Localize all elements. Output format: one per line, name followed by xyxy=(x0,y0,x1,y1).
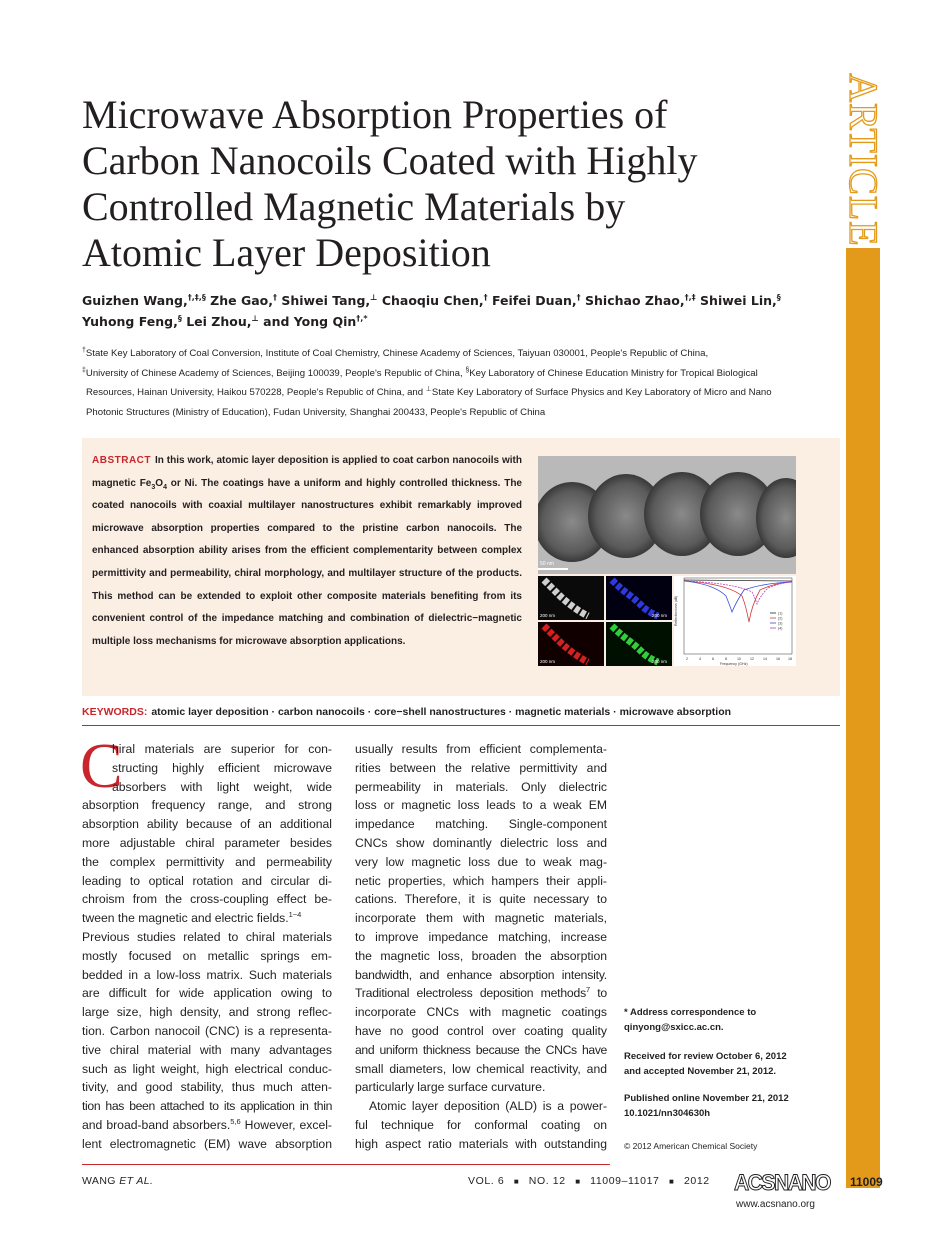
keywords-text: atomic layer deposition · carbon nanocoils · core−shell nanostructures · magnetic materials · microwave absorption xyxy=(151,706,732,718)
body-line: incorporate CNCs with magnetic coatings xyxy=(355,1005,607,1020)
footer-citation xyxy=(468,1175,710,1187)
body-line: bandwidth, and enhance absorption intensity. xyxy=(355,967,607,982)
body-line: tivity, and good stability, thus much atten- xyxy=(82,1080,332,1095)
body-line: to improve impedance matching, increase xyxy=(355,929,607,944)
body-line: and uniform thickness because the CNCs have xyxy=(355,1042,607,1057)
copyright-note: © 2012 American Chemical Society xyxy=(624,1141,758,1151)
body-line: CNCs show dominantly dielectric loss and xyxy=(355,835,607,850)
body-line: have no good control over coating quality xyxy=(355,1023,607,1038)
x-tick-label: 18 xyxy=(788,657,792,661)
citation: 1−4 xyxy=(288,910,302,920)
x-tick-label: 12 xyxy=(750,657,754,661)
x-tick-label: 16 xyxy=(776,657,780,661)
correspondence-line: * Address correspondence to xyxy=(624,1007,757,1018)
x-tick-label: 14 xyxy=(763,657,767,661)
scale-label: 200 nm xyxy=(540,613,556,618)
author-affil-mark: § xyxy=(776,292,781,302)
author-affil-mark: † xyxy=(576,292,581,302)
affil-mark: ‡ xyxy=(82,366,86,374)
body-line: rities between the relative permittivity and xyxy=(355,760,607,775)
correspondence-note xyxy=(624,1005,756,1035)
published-line: Published online November 21, 2012 xyxy=(624,1093,789,1104)
scale-label: 200 nm xyxy=(652,613,668,618)
legend-label: (3) xyxy=(778,621,783,626)
body-line: permeability in materials. Only dielectric xyxy=(355,779,607,794)
body-line xyxy=(82,1116,332,1135)
body-line: such as light weight, high electrical conduc- xyxy=(82,1061,332,1076)
article-type-label: ARTICLE xyxy=(841,73,886,247)
title-line: Carbon Nanocoils Coated with Highly xyxy=(82,138,698,183)
body-line: cations. Therefore, it is quite necessary to xyxy=(355,892,607,907)
footer-separator: ■ xyxy=(668,1177,675,1186)
citation: 7 xyxy=(585,985,590,995)
abstract-body: In this work, atomic layer deposition is applied to coat carbon nanocoils with magnetic Fe xyxy=(92,455,522,489)
subscript: 4 xyxy=(163,483,167,491)
footer-author-name: WANG xyxy=(82,1175,120,1187)
scale-label: 50 nm xyxy=(540,561,554,567)
legend-label: (4) xyxy=(778,626,783,631)
doi-line: 10.1021/nn304630h xyxy=(624,1108,711,1119)
author-affil-mark: ⊥ xyxy=(251,313,259,323)
author-list xyxy=(82,290,822,332)
article-title xyxy=(82,92,802,276)
body-text: to xyxy=(589,986,607,1001)
accepted-line: and accepted November 21, 2012. xyxy=(624,1066,777,1077)
affil-mark: † xyxy=(82,346,86,354)
title-line: Atomic Layer Deposition xyxy=(82,230,491,275)
affiliation-line xyxy=(82,383,802,403)
author-name: Feifei Duan, xyxy=(487,293,577,308)
nanocoil-tem-beads xyxy=(538,472,796,562)
affiliation-text: Key Laboratory of Chinese Education Ministry for Tropical Biological xyxy=(469,367,758,379)
correspondence-email: qinyong@sxicc.ac.cn. xyxy=(624,1022,724,1033)
author-affil-mark: ⊥ xyxy=(370,292,378,302)
author-name: Lei Zhou, xyxy=(181,314,252,329)
graphical-abstract-figure xyxy=(538,456,796,666)
x-tick-label: 8 xyxy=(725,657,727,661)
body-text: tween the magnetic and electric fields. xyxy=(82,911,289,926)
body-line: absorption frequency range, and strong xyxy=(82,798,332,813)
body-line: leading to optical rotation and circular di- xyxy=(82,873,332,888)
drop-cap: C xyxy=(80,730,123,801)
affiliation-text: State Key Laboratory of Coal Conversion, Institute of Coal Chemistry, Chinese Academy of Sciences, Taiyuan 030001, People's Republic of China, xyxy=(85,348,709,359)
abstract-body: or Ni. The coatings have a uniform and highly controlled thickness. The coated nanocoils with coaxial multilayer nanostructures exhibit remarkably improved microwave absorption properties compared to the pristine carbon nanocoils. The enhanced absorption ability arises from the efficient complementarity between complex permittivity and permeability, chiral morphology, and multilayer structure of the products. This method can be extended to exploit other composite materials benefiting from its convenient control of the impedance matching and combination of dielectric−magnetic multiple loss mechanisms for microwave absorption applications. xyxy=(92,477,522,647)
received-note xyxy=(624,1049,787,1079)
affiliation-line xyxy=(82,403,802,423)
author-name: Yuhong Feng, xyxy=(82,314,178,329)
affil-mark: § xyxy=(465,366,470,374)
page-number-rule xyxy=(846,1164,880,1165)
legend-label: (1) xyxy=(778,611,783,616)
article-type-box xyxy=(841,72,886,248)
body-line: usually results from efficient complementa- xyxy=(355,742,607,756)
citation: 5,6 xyxy=(230,1116,241,1126)
journal-url: www.acsnano.org xyxy=(736,1199,815,1210)
body-line: very low magnetic loss due to weak mag- xyxy=(355,854,607,869)
footer-authors xyxy=(82,1175,153,1187)
subscript: 3 xyxy=(151,483,156,491)
scale-label: 200 nm xyxy=(652,659,668,664)
body-line: hiral materials are superior for con- xyxy=(112,742,332,756)
scale-label: 200 nm xyxy=(540,659,556,664)
body-line: tion has been attached to its application in thin xyxy=(82,1099,332,1114)
body-line: mostly focused on metallic springs em- xyxy=(82,948,332,963)
title-line: Controlled Magnetic Materials by xyxy=(82,184,626,229)
affiliation-line xyxy=(82,344,802,364)
body-line: impedance matching. Single-component xyxy=(355,817,607,832)
author-affil-mark: †,‡,§ xyxy=(187,292,206,302)
author-name: Chaoqiu Chen, xyxy=(377,293,484,308)
body-line: high aspect ratio materials with outstanding xyxy=(355,1136,607,1151)
body-line: structing highly efficient microwave xyxy=(112,760,332,775)
article-type-tab xyxy=(841,72,886,1188)
body-line: lent electromagnetic (EM) wave absorption xyxy=(82,1136,332,1151)
body-text: However, excel- xyxy=(240,1117,332,1132)
body-line: bedded in a low-loss matrix. Such materials xyxy=(82,967,332,982)
author-name: Shichao Zhao, xyxy=(580,293,685,308)
body-line: incorporate them with magnetic materials, xyxy=(355,911,607,926)
author-name: Zhe Gao, xyxy=(205,293,273,308)
x-tick-label: 4 xyxy=(699,657,701,661)
x-tick-label: 6 xyxy=(712,657,714,661)
footer-separator: ■ xyxy=(575,1177,581,1186)
affil-mark: ⊥ xyxy=(425,385,432,393)
affiliation-text: State Key Laboratory of Surface Physics and Key Laboratory of Micro and Nano xyxy=(431,387,772,398)
body-line: tive chiral material with many advantages xyxy=(82,1042,332,1057)
footer-pages: 11009–11017 xyxy=(590,1175,660,1187)
abstract-text xyxy=(92,450,522,653)
body-text: Traditional electroless deposition methods xyxy=(355,986,586,1001)
body-line: netic properties, which hampers their appli- xyxy=(355,873,607,888)
received-line: Received for review October 6, 2012 xyxy=(624,1051,787,1062)
body-column-1 xyxy=(82,740,332,1154)
affiliation-text: Photonic Structures (Ministry of Education), Fudan University, Shanghai 200433, People's Republic of China xyxy=(86,406,546,418)
body-line: the complex permittivity and permeability xyxy=(82,854,332,869)
body-line: more adjustable chiral parameter besides xyxy=(82,835,332,850)
page-number: 11009 xyxy=(850,1175,883,1189)
abstract-body: O xyxy=(155,477,164,489)
legend-label: (2) xyxy=(778,616,783,621)
body-text: and broad-band absorbers. xyxy=(82,1117,231,1132)
footer-divider xyxy=(82,1164,610,1165)
body-column-2 xyxy=(355,740,607,1154)
affiliations xyxy=(82,344,802,422)
author-affil-mark: †,‡ xyxy=(684,292,696,302)
author-name: and Yong Qin xyxy=(258,314,357,329)
author-name: Shiwei Lin, xyxy=(695,293,777,308)
affiliation-text: University of Chinese Academy of Sciences, Beijing 100039, People's Republic of China, xyxy=(85,367,466,379)
author-line xyxy=(82,290,822,311)
footer-separator: ■ xyxy=(513,1177,520,1186)
body-line: Atomic layer deposition (ALD) is a power- xyxy=(369,1099,607,1114)
footer-volume: VOL. 6 xyxy=(468,1175,505,1187)
body-line: the magnetic loss, broaden the absorption xyxy=(355,948,607,963)
author-line xyxy=(82,311,822,332)
abstract-label: ABSTRACT xyxy=(92,455,151,466)
scale-bar xyxy=(538,568,568,570)
affiliation-line xyxy=(82,364,802,384)
acsnano-logo-text: ACSNANO xyxy=(734,1170,832,1195)
keywords xyxy=(82,704,842,720)
acsnano-logo xyxy=(734,1169,832,1195)
rl-plot-ylabel: Reflection loss (dB) xyxy=(674,595,678,626)
title-line: Microwave Absorption Properties of xyxy=(82,92,668,137)
footer-et-al: ET AL. xyxy=(119,1175,154,1187)
author-affil-mark: † xyxy=(483,292,488,302)
author-affil-mark: § xyxy=(177,313,182,323)
body-line: ful technique for conformal coating on xyxy=(355,1117,607,1132)
body-line: are difficult for wide application owing to xyxy=(82,986,332,1001)
body-line: absorbers with light weight, wide xyxy=(112,779,332,794)
body-line: tion. Carbon nanocoil (CNC) is a representa- xyxy=(82,1023,332,1038)
body-line: particularly large surface curvature. xyxy=(355,1080,546,1095)
author-name: Shiwei Tang, xyxy=(277,293,371,308)
x-tick-label: 2 xyxy=(686,657,688,661)
affiliation-text: Resources, Hainan University, Haikou 570228, People's Republic of China, and xyxy=(86,387,426,398)
keywords-divider xyxy=(82,725,840,726)
body-line: Previous studies related to chiral materials xyxy=(82,929,332,944)
author-affil-mark: † xyxy=(273,292,277,302)
body-line: chroism from the cross-coupling effect be- xyxy=(82,892,332,907)
body-line: small diameters, low chemical reactivity, and xyxy=(355,1061,607,1076)
body-line xyxy=(355,984,607,1003)
published-note xyxy=(624,1091,789,1121)
x-tick-label: 10 xyxy=(737,657,741,661)
body-line xyxy=(82,909,332,928)
footer-year: 2012 xyxy=(683,1175,710,1187)
author-affil-mark: †,* xyxy=(356,313,368,323)
footer-issue: NO. 12 xyxy=(528,1175,566,1187)
body-line: loss or magnetic loss leads to a weak EM xyxy=(355,798,607,813)
keywords-label: KEYWORDS: xyxy=(82,706,148,718)
body-line: absorption ability because of an additional xyxy=(82,817,332,832)
rl-plot-xlabel: Frequency (GHz) xyxy=(720,662,748,666)
author-name: Guizhen Wang, xyxy=(82,293,188,308)
body-line: large size, high density, and strong reflec- xyxy=(82,1005,332,1020)
